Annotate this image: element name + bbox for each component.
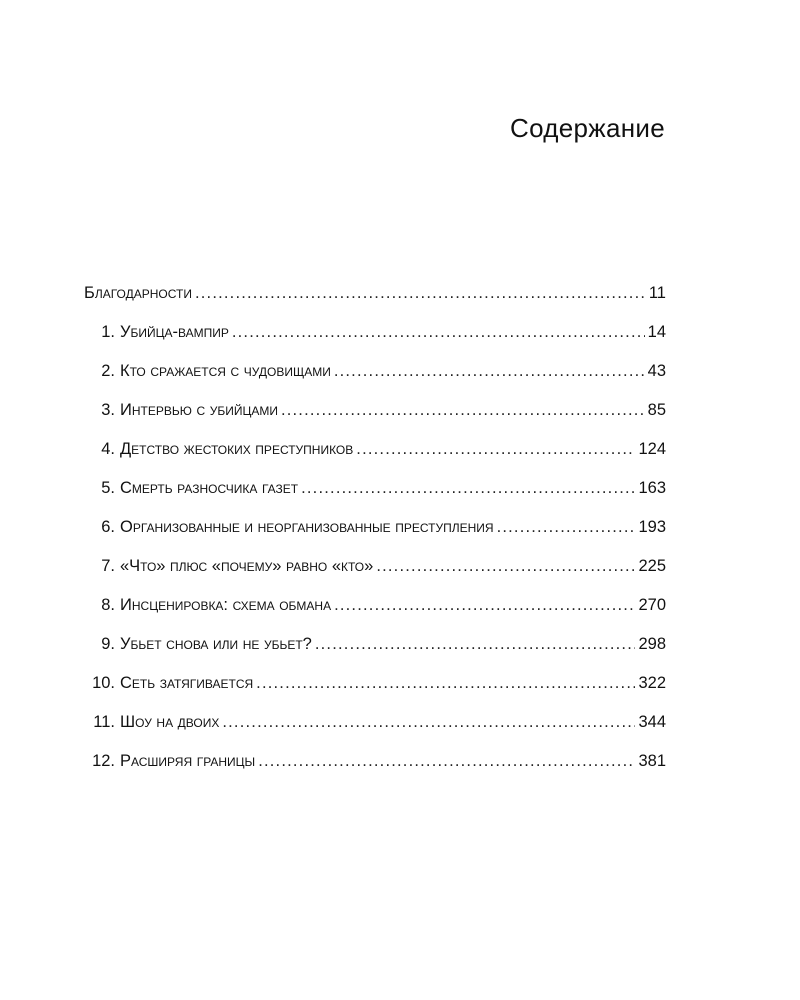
toc-leader-dots	[315, 631, 636, 657]
toc-leader-dots	[497, 514, 636, 540]
toc-entry-chapter-10[interactable]	[84, 670, 666, 709]
toc-entry-number: 3.	[101, 401, 115, 419]
toc-entry-number: 8.	[101, 596, 115, 614]
toc-entry-chapter-9[interactable]	[84, 631, 666, 670]
toc-leader-dots	[301, 475, 635, 501]
toc-entry-label: Кто сражается с чудовищами	[120, 362, 331, 380]
toc-entry-label: Детство жестоких преступников	[120, 440, 354, 458]
toc-entry-label: Сеть затягивается	[120, 674, 254, 692]
toc-entry-chapter-7[interactable]	[84, 553, 666, 592]
toc-entry-page: 322	[638, 674, 666, 692]
toc-entry-label: Благодарности	[84, 284, 192, 302]
toc-leader-dots	[281, 397, 645, 423]
toc-entry-number: 7.	[101, 557, 115, 575]
toc-entry-chapter-2[interactable]	[84, 358, 666, 397]
toc-leader-dots	[258, 748, 635, 774]
toc-leader-dots	[334, 358, 645, 384]
toc-entry-number: 2.	[101, 362, 115, 380]
toc-entry-page: 43	[647, 362, 666, 380]
toc-entry-chapter-8[interactable]	[84, 592, 666, 631]
toc-entry-label: Организованные и неорганизованные преступления	[120, 518, 494, 536]
toc-entry-page: 14	[647, 323, 666, 341]
page-title: Содержание	[510, 113, 665, 143]
toc-leader-dots	[256, 670, 635, 696]
toc-entry-label: Убьет снова или не убьет?	[120, 635, 312, 653]
toc-entry-chapter-11[interactable]	[84, 709, 666, 748]
toc-entry-number: 10.	[92, 674, 115, 692]
toc-entry-number: 4.	[101, 440, 115, 458]
toc-entry-label: Смерть разносчика газет	[120, 479, 299, 497]
table-of-contents	[84, 280, 666, 787]
toc-entry-number: 6.	[101, 518, 115, 536]
toc-entry-page: 85	[647, 401, 666, 419]
toc-entry-page: 298	[638, 635, 666, 653]
toc-entry-number: 5.	[101, 479, 115, 497]
toc-entry-label: Интервью с убийцами	[120, 401, 278, 419]
toc-entry-page: 344	[638, 713, 666, 731]
toc-entry-page: 381	[638, 752, 666, 770]
toc-entry-chapter-3[interactable]	[84, 397, 666, 436]
toc-entry-page: 270	[638, 596, 666, 614]
toc-leader-dots	[195, 280, 646, 306]
toc-leader-dots	[376, 553, 635, 579]
toc-entry-label: Убийца-вампир	[120, 323, 229, 341]
toc-leader-dots	[222, 709, 635, 735]
toc-entry-page: 225	[638, 557, 666, 575]
toc-entry-label: Расширяя границы	[120, 752, 256, 770]
toc-entry-page: 163	[638, 479, 666, 497]
toc-entry-number: 9.	[101, 635, 115, 653]
toc-entry-label: Шоу на двоих	[120, 713, 220, 731]
toc-leader-dots	[334, 592, 635, 618]
toc-entry-page: 11	[648, 284, 666, 302]
toc-leader-dots	[356, 436, 635, 462]
toc-entry-number: 11.	[93, 713, 115, 731]
toc-entry-number: 1.	[101, 323, 115, 341]
toc-leader-dots	[232, 319, 645, 345]
toc-entry-acknowledgements[interactable]	[84, 280, 666, 319]
toc-entry-chapter-12[interactable]	[84, 748, 666, 787]
toc-entry-chapter-6[interactable]	[84, 514, 666, 553]
toc-entry-page: 193	[638, 518, 666, 536]
toc-entry-chapter-1[interactable]	[84, 319, 666, 358]
toc-entry-label: «Что» плюс «почему» равно «кто»	[120, 557, 374, 575]
toc-entry-number: 12.	[92, 752, 115, 770]
toc-entry-page: 124	[638, 440, 666, 458]
toc-entry-chapter-5[interactable]	[84, 475, 666, 514]
toc-entry-label: Инсценировка: схема обмана	[120, 596, 332, 614]
toc-entry-chapter-4[interactable]	[84, 436, 666, 475]
